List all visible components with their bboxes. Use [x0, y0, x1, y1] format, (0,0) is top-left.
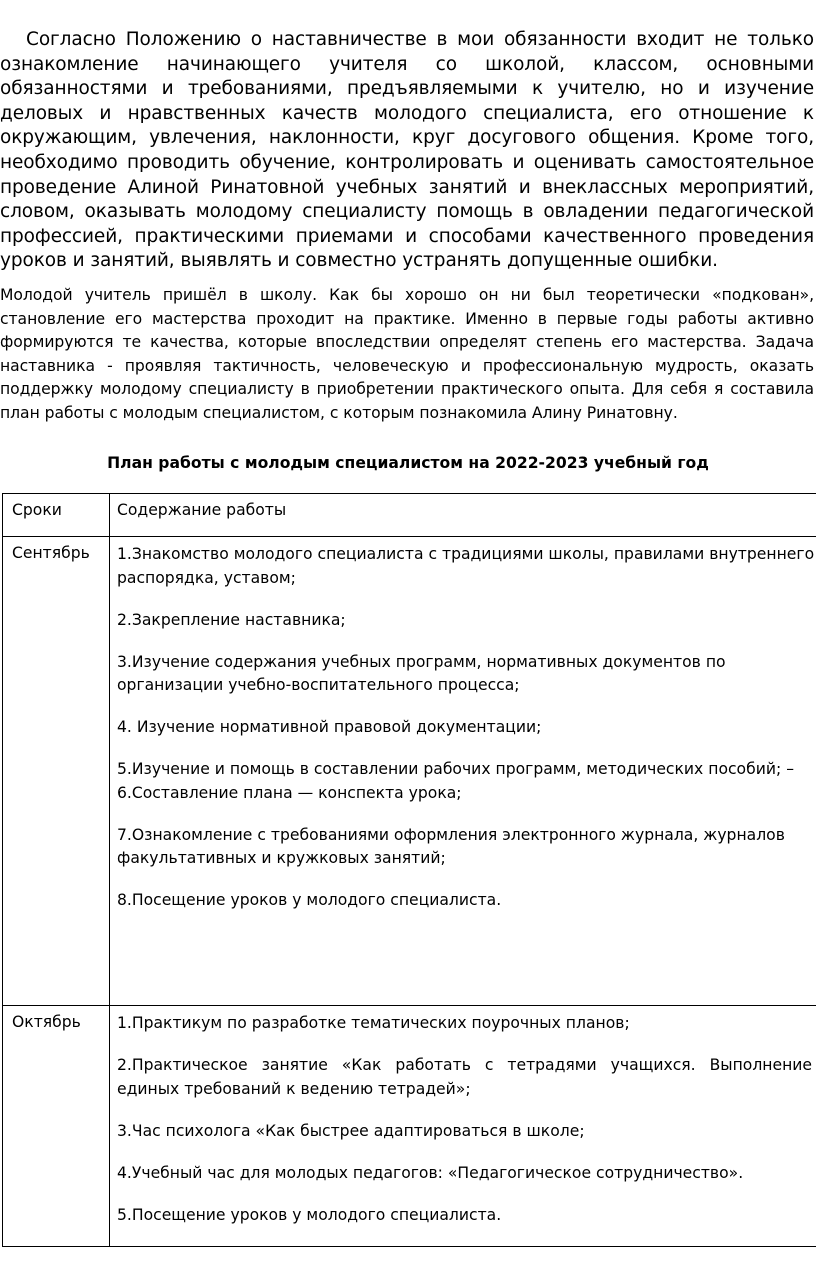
september-item-4: 4. Изучение нормативной правовой документации;: [117, 718, 542, 737]
term-cell-september: [3, 537, 110, 1006]
term-cell-october: [3, 1006, 110, 1247]
september-item-1: 1.Знакомство молодого специалиста с традициями школы, правилами внутреннего распорядка, уставом;: [117, 545, 815, 587]
september-item-8: 8.Посещение уроков у молодого специалиста.: [117, 891, 502, 910]
plan-title: План работы с молодым специалистом на 2022-2023 учебный год: [107, 454, 709, 472]
intro-paragraph-1: Согласно Положению о наставничестве в мои обязанности входит не только ознакомление начинающего учителя со школой, классом, основными обязанностями и требованиями, предъявляемыми к учителю, но и изучение деловых и нравственных качеств молодого специалиста, его отношение к окружающим, увлечения, наклонности, круг досугового общения. Кроме того, необходимо проводить обучение, контролировать и оценивать самостоятельное проведение Алиной Ринатовной учебных занятий и внеклассных мероприятий, словом, оказывать молодому специалисту помощь в овладении педагогической профессией, практическими приемами и способами качественного проведения уроков и занятий, выявлять и совместно устранять допущенные ошибки.: [0, 29, 814, 272]
october-item-2: 2.Практическое занятие «Как работать с тетрадями учащихся. Выполнение единых требований к ведению тетрадей»;: [117, 1055, 812, 1098]
header-term: Сроки: [12, 501, 62, 519]
october-item-5: 5.Посещение уроков у молодого специалиста.: [117, 1205, 502, 1224]
september-item-7: 7.Ознакомление с требованиями оформления электронного журнала, журналов факультативных и кружковых занятий;: [117, 825, 785, 868]
content-cell-october: [110, 1006, 816, 1247]
table-row-october: [3, 1006, 816, 1247]
october-item-3: 3.Час психолога «Как быстрее адаптироваться в школе;: [117, 1121, 585, 1140]
header-term-cell: [3, 494, 110, 537]
intro-paragraph-2: Молодой учитель пришёл в школу. Как бы хорошо он ни был теоретически «подкован», становление его мастерства проходит на практике. Именно в первые годы работы активно формируются те качества, которые впоследствии определят степень его мастерства. Задача наставника - проявляя тактичность, человеческую и профессиональную мудрость, оказать поддержку молодому специалисту в приобретении практического опыта. Для себя я составила план работы с молодым специалистом, с которым познакомила Алину Ринатовну.: [0, 286, 814, 422]
content-cell-september: [110, 537, 816, 1006]
table-header-row: [3, 494, 816, 537]
header-content-cell: [110, 494, 816, 537]
term-october: Октябрь: [12, 1013, 81, 1031]
plan-table: [2, 493, 816, 1247]
table-row-september: [3, 537, 816, 1006]
header-content: Содержание работы: [117, 501, 287, 519]
october-item-1: 1.Практикум по разработке тематических поурочных планов;: [117, 1014, 630, 1032]
september-item-6: 6.Составление плана — конспекта урока;: [117, 783, 462, 802]
september-item-2: 2.Закрепление наставника;: [117, 610, 346, 629]
term-september: Сентябрь: [12, 544, 90, 562]
september-item-5: 5.Изучение и помощь в составлении рабочих программ, методических пособий; –: [117, 760, 794, 779]
september-item-3: 3.Изучение содержания учебных программ, нормативных документов по организации учебно-воспитательного процесса;: [117, 652, 726, 695]
october-item-4: 4.Учебный час для молодых педагогов: «Педагогическое сотрудничество».: [117, 1163, 744, 1182]
